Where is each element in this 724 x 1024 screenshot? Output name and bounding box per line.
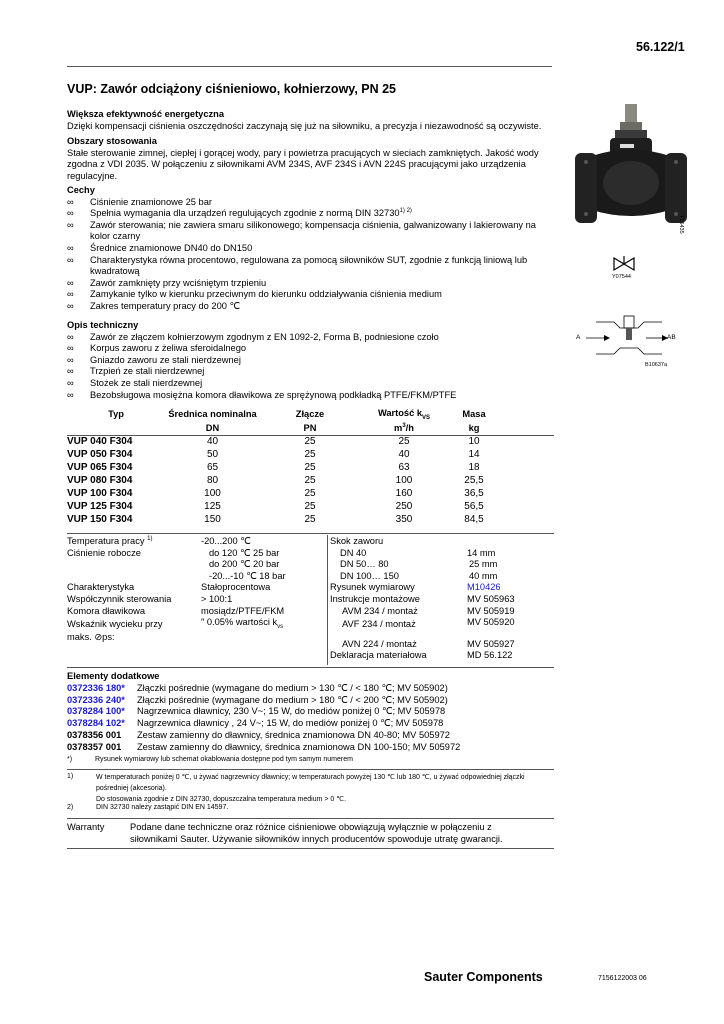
accessory-code[interactable]: 0372336 240*	[67, 694, 125, 705]
spec-value: MV 505963	[467, 594, 515, 605]
document-number: 56.122/1	[636, 40, 685, 54]
list-item: ∞ Średnice znamionowe DN40 do DN150	[67, 243, 253, 254]
spec-value: > 100:1	[201, 594, 233, 605]
table-cell: 50	[206, 448, 219, 460]
table-cell: 25	[304, 487, 316, 499]
warranty	[67, 822, 554, 845]
spec-value: 14 mm	[467, 547, 496, 558]
usage-section	[67, 136, 554, 182]
accessory-row	[67, 695, 554, 707]
valve-photo	[570, 98, 692, 238]
list-item: ∞ Zamykanie tylko w kierunku przeciwnym do kierunku oddziaływania ciśnienia medium	[67, 289, 442, 300]
spec-value: -20...-10 ℃ 18 bar	[209, 570, 286, 581]
spec-value: Stałoprocentowa	[201, 582, 271, 593]
spec-value: do 120 ℃ 25 bar	[209, 547, 280, 558]
table-cell: 84,5	[464, 513, 484, 525]
bullet-icon: ∞	[67, 243, 74, 254]
bullet-icon: ∞	[67, 331, 74, 342]
table-row	[67, 500, 554, 513]
accessory-code[interactable]: 0372336 180*	[67, 682, 125, 693]
photo-caption: T15435	[678, 215, 684, 234]
accessory-code: 0378357 001	[67, 742, 122, 753]
table-cell: 25	[304, 474, 316, 486]
features-heading: Cechy	[67, 185, 95, 195]
bullet-icon: ∞	[67, 378, 74, 389]
spec-value: MD 56.122	[467, 650, 513, 661]
table-cell: 18	[468, 461, 480, 473]
col-mass: Masa	[462, 409, 486, 420]
table-cell: 80	[206, 474, 219, 486]
table-row	[67, 448, 554, 461]
table-row	[67, 474, 554, 487]
footnote-1b: Do stosowania zgodnie z DIN 32730, dopuszczalna temperatura medium > 0 ℃.	[96, 795, 347, 803]
spec-label: Skok zaworu	[330, 536, 384, 546]
spec-label: AVM 234 / montaż	[342, 605, 418, 616]
footnote-2: 2) DIN 32730 należy zastąpić DIN EN 14597.	[67, 803, 229, 811]
list-item: ∞ Zakres temperatury pracy do 200 ℃	[67, 301, 240, 312]
accessory-row	[67, 730, 554, 742]
bullet-icon: ∞	[67, 208, 74, 219]
table-cell: 10	[468, 435, 480, 447]
table-cell: 100	[395, 474, 413, 486]
table-cell: 25	[304, 500, 316, 512]
specs-divider	[327, 535, 328, 665]
accessories-rule	[67, 769, 554, 770]
list-item: ∞ Zawór zamknięty przy wciśniętym trzpieniu	[67, 277, 267, 288]
accessories-heading: Elementy dodatkowe	[67, 671, 160, 681]
col-kvs: Wartość $k_{VS}$	[377, 408, 431, 421]
accessory-row	[67, 706, 554, 718]
spec-label: Rysunek wymiarowy	[330, 582, 415, 593]
table-cell: 25	[304, 435, 316, 447]
table-cell: 100	[204, 487, 221, 499]
spec-label: Deklaracja materiałowa	[330, 650, 427, 661]
col-pn: Złącze	[295, 409, 325, 420]
brand-name: Sauter Components	[424, 970, 543, 984]
valve-symbol-icon	[613, 256, 635, 272]
table-cell: 25	[304, 448, 316, 460]
warranty-label: Warranty	[67, 822, 105, 832]
table-cell: 25	[398, 435, 410, 447]
col-dn: Średnica nominalna	[168, 409, 257, 420]
bullet-icon: ∞	[67, 219, 74, 230]
header-divider	[67, 66, 552, 67]
list-item: ∞ Korpus zaworu z żeliwa sferoidalnego	[67, 343, 247, 354]
page-title: VUP: Zawór odciążony ciśnieniowo, kołnierzowy, PN 25	[67, 82, 397, 96]
spec-label: Komora dławikowa	[67, 605, 146, 616]
bullet-icon: ∞	[67, 366, 74, 377]
spec-label: Ciśnienie robocze	[67, 547, 141, 558]
list-item: ∞ Ciśnienie znamionowe 25 bar	[67, 196, 212, 207]
spec-value: do 200 ℃ 20 bar	[209, 559, 280, 570]
table-cell: 25	[304, 513, 316, 525]
spec-value: MV 505919	[467, 605, 515, 616]
spec-label: DN 50… 80	[340, 559, 389, 570]
table-cell: VUP 040 F304	[67, 435, 133, 447]
spec-label: AVN 224 / montaż	[342, 638, 417, 649]
table-cell: VUP 100 F304	[67, 487, 133, 499]
diagram-label-a: A	[576, 334, 581, 341]
bullet-icon: ∞	[67, 389, 74, 400]
tech-list	[67, 332, 554, 402]
bullet-icon: ∞	[67, 289, 74, 300]
table-cell: 40	[206, 435, 219, 447]
energy-heading: Większa efektywność energetyczna	[67, 109, 224, 119]
list-item: ∞ Gniazdo zaworu ze stali nierdzewnej	[67, 354, 241, 365]
unit-kvs: $m^3/h$	[394, 422, 414, 433]
star-note: *) Rysunek wymiarowy lub schemat okablowania dostępne pod tym samym numerem	[67, 755, 353, 763]
table-row	[67, 513, 554, 526]
footnote-ref: 1) 2)	[399, 208, 412, 215]
spec-label: Współczynnik sterowania	[67, 594, 172, 605]
spec-label: Temperatura pracy $^{1)}$	[67, 535, 153, 546]
accessory-row	[67, 718, 554, 730]
table-cell: 56,5	[464, 500, 484, 512]
bullet-icon: ∞	[67, 196, 74, 207]
accessory-text: Zestaw zamienny do dławnicy, średnica znamionowa DN 40-80; MV 505972	[137, 730, 450, 741]
tech-section	[67, 320, 554, 401]
valve-table	[67, 408, 554, 526]
unit-pn: PN	[303, 422, 317, 433]
energy-text: Dzięki kompensacji ciśnienia oszczędności zaczynają się już na siłowniku, a precyzja i niezawodność są oczywiste.	[67, 120, 542, 131]
accessory-row	[67, 683, 554, 695]
spec-value: -20...200 ℃	[201, 536, 251, 546]
table-cell: 36,5	[464, 487, 484, 499]
table-cell: 150	[204, 513, 221, 525]
list-item: ∞ Bezobsługowa mosiężna komora dławikowa ze sprężynową podkładką PTFE/FKM/PTFE	[67, 389, 457, 400]
specs-right	[330, 536, 555, 662]
spec-label: DN 100… 150	[340, 570, 399, 581]
table-cell: VUP 080 F304	[67, 474, 133, 486]
accessory-text: Złączki pośrednie (wymagane do medium > 180 ℃ / < 200 ℃; MV 505902)	[137, 694, 448, 705]
spec-label: DN 40	[340, 547, 367, 558]
energy-section	[67, 109, 554, 132]
accessory-code[interactable]: 0378284 102*	[67, 718, 125, 729]
accessory-text: Nagrzewnica dławnicy , 24 V~; 15 W, do mediów poniżej 0 ℃; MV 505978	[137, 718, 444, 729]
table-cell: 350	[395, 513, 413, 525]
accessory-code[interactable]: 0378284 100*	[67, 706, 125, 717]
accessories-section	[67, 671, 554, 765]
table-header-row	[67, 408, 554, 422]
list-item: ∞ Zawór sterowania; nie zawiera smaru silikonowego; kompensacja ciśnienia, galwanizowany i lakierowany na kolor czarny	[67, 219, 536, 242]
list-item: ∞ Spełnia wymagania dla urządzeń regulujących zgodnie z normą DIN $32730^{1) 2)}$	[67, 208, 412, 219]
unit-dn: DN	[205, 422, 220, 433]
table-cell: VUP 050 F304	[67, 448, 133, 460]
list-item: ∞ Charakterystyka równa procentowo, regulowana za pomocą siłowników SUT, zgodnie z funkcją liniową lub kwadratową	[67, 254, 528, 277]
list-item: ∞ Trzpień ze stali nierdzewnej	[67, 366, 205, 377]
list-item: ∞ Stożek ze stali nierdzewnej	[67, 378, 203, 389]
bullet-icon: ∞	[67, 343, 74, 354]
table-cell: VUP 125 F304	[67, 500, 133, 512]
table-cell: VUP 065 F304	[67, 461, 133, 473]
bullet-icon: ∞	[67, 277, 74, 288]
spec-value: 25 mm	[469, 559, 498, 570]
table-cell: 14	[468, 448, 480, 460]
col-type: Typ	[108, 409, 124, 420]
accessory-text: Złączki pośrednie (wymagane do medium > 130 ℃ / < 180 ℃; MV 505902)	[137, 682, 448, 693]
spec-label: Wskaźnik wycieku przy	[67, 618, 163, 629]
bullet-icon: ∞	[67, 301, 74, 312]
warranty-rule	[67, 848, 554, 849]
spec-value: mosiądz/PTFE/FKM	[201, 605, 285, 616]
spec-value: MV 505927	[467, 638, 515, 649]
table-cell: 160	[395, 487, 413, 499]
drawing-link[interactable]: M10426	[467, 582, 501, 593]
symbol-caption: Y07544	[612, 274, 631, 280]
spec-label: AVF 234 / montaż	[342, 619, 416, 630]
spec-value: 40 mm	[469, 570, 498, 581]
table-cell: 40	[398, 448, 410, 460]
unit-mass: kg	[468, 422, 480, 433]
table-row	[67, 487, 554, 500]
table-cell: 63	[398, 461, 410, 473]
specs-top-rule	[67, 533, 554, 534]
bullet-icon: ∞	[67, 354, 74, 365]
table-cell: 25	[304, 461, 316, 473]
table-cell: 25,5	[464, 474, 484, 486]
footnote-1: 1) W temperaturach poniżej 0 ℃, u żywać nagrzewnicy dławnicy; w temperaturach powyżej 130 ℃ lub 180 ℃, u żywać odpowiedniej złączki pośredniej (akcesoria).	[67, 773, 525, 792]
spec-label: Instrukcje montażowe	[330, 594, 420, 605]
table-row	[67, 461, 554, 474]
table-units-row	[67, 422, 554, 435]
footnotes-rule	[67, 818, 554, 819]
table-cell: VUP 150 F304	[67, 513, 133, 525]
spec-label: Charakterystyka	[67, 582, 135, 593]
spec-value: ″ 0.05% wartości $k_{vs}$	[201, 617, 284, 631]
spec-value: MV 505920	[467, 617, 515, 628]
diagram-label-ab: AB	[667, 334, 676, 341]
table-cell: 65	[206, 461, 219, 473]
list-item: ∞ Zawór ze złączem kołnierzowym zgodnym z EN 1092-2, Forma B, podniesione czoło	[67, 331, 439, 342]
bullet-icon: ∞	[67, 254, 74, 265]
usage-text: Stałe sterowanie zimnej, ciepłej i gorącej wody, pary i powietrza pracujących w sieciach zamkniętych. Jakość wody zgodna z VDI 2035. W połączeniu z siłownikami AVM 234S, AVF 234S i AVN 224S pracującymi jako urządzenia regulacyjne.	[67, 147, 539, 181]
table-row	[67, 435, 554, 448]
footer-code: 7156122003 06	[598, 975, 647, 982]
spec-label: maks. ⊘ps:	[67, 631, 115, 642]
usage-heading: Obszary stosowania	[67, 136, 157, 146]
diagram-caption: B10637a	[645, 362, 668, 368]
features-section	[67, 185, 554, 313]
warranty-text: Podane dane techniczne oraz różnice ciśnieniowe obowiązują wyłącznie w połączeniu z siłownikami Sauter. Używanie siłowników innych producentów spowoduje utratę gwarancji.	[130, 822, 503, 844]
tech-heading: Opis techniczny	[67, 320, 139, 330]
table-cell: 250	[395, 500, 413, 512]
accessory-text: Nagrzewnica dławnicy, 230 V~; 15 W, do mediów poniżej 0 ℃; MV 505978	[137, 706, 446, 717]
accessory-code: 0378356 001	[67, 730, 122, 741]
accessory-row	[67, 742, 554, 754]
table-cell: 125	[204, 500, 221, 512]
accessory-text: Zestaw zamienny do dławnicy, średnica znamionowa DN 100-150; MV 505972	[137, 742, 461, 753]
footnotes	[67, 773, 554, 812]
features-list	[67, 197, 554, 313]
specs-bottom-rule	[67, 667, 554, 668]
specs-left	[67, 536, 327, 643]
